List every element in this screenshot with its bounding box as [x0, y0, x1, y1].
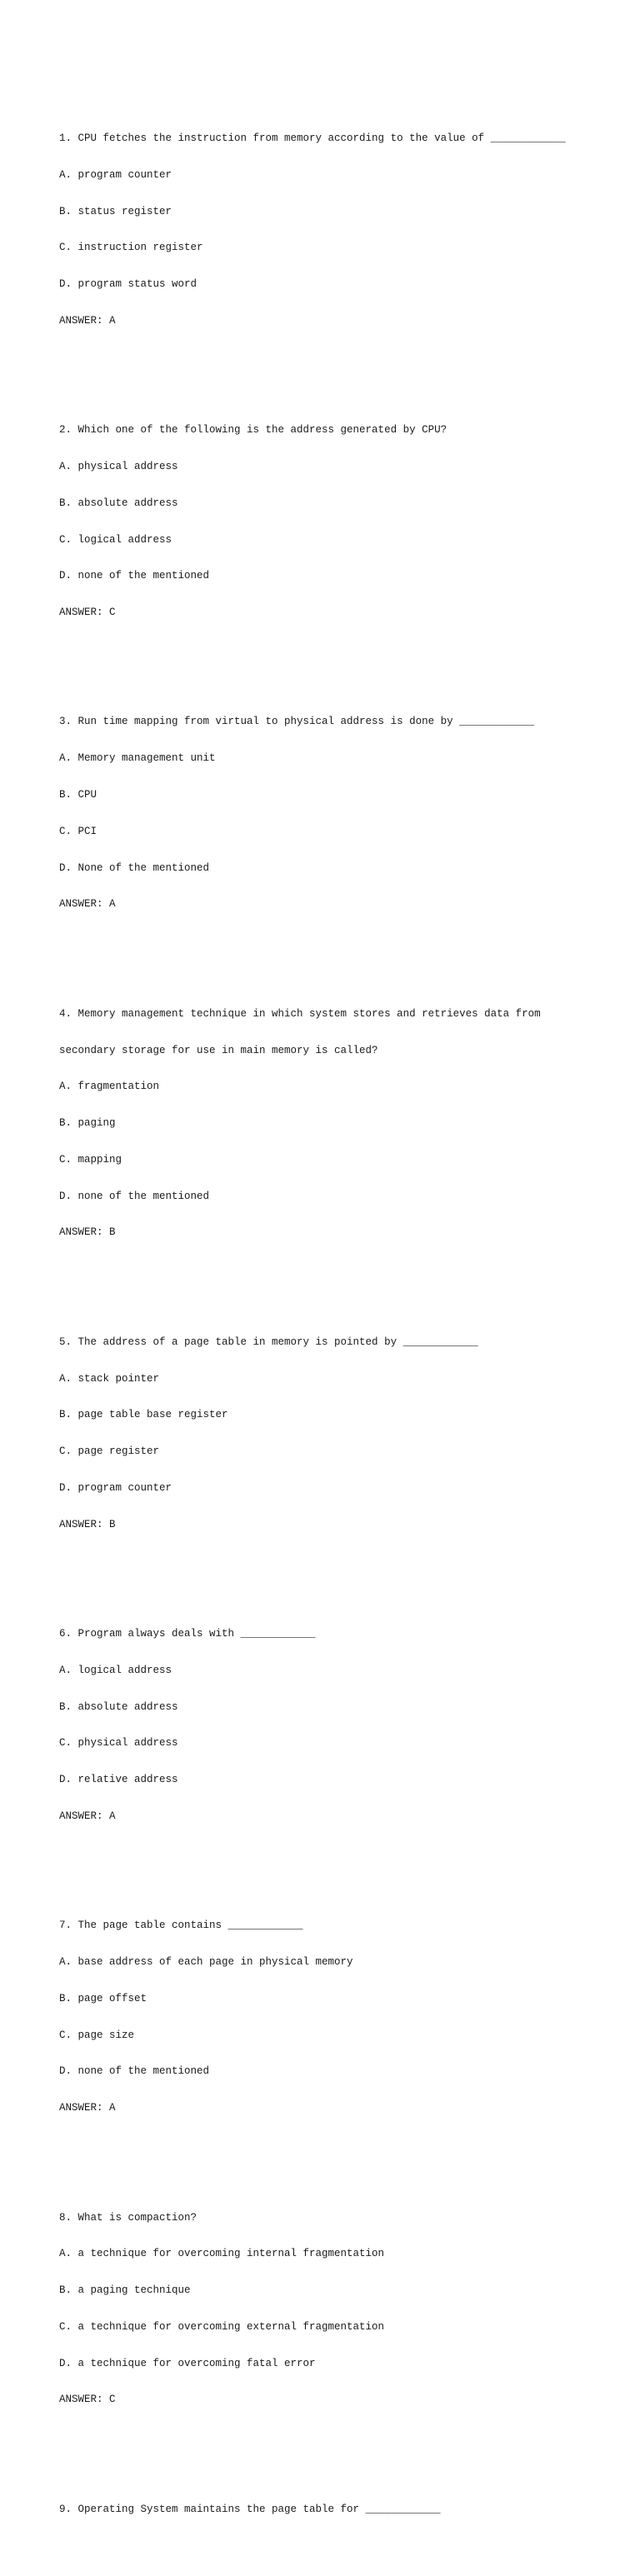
- question-stem: 3. Run time mapping from virtual to physical address is done by ____________: [59, 716, 535, 728]
- question-8: [59, 2187, 634, 2430]
- option-a: A. logical address: [59, 1664, 172, 1676]
- question-5: [59, 1312, 634, 1555]
- answer-line: ANSWER: A: [59, 314, 116, 327]
- answer-line: ANSWER: A: [59, 2102, 116, 2114]
- option-d: D. relative address: [59, 1774, 178, 1786]
- option-a: A. fragmentation: [59, 1081, 160, 1093]
- option-b: B. CPU: [59, 789, 98, 801]
- option-d: D. program status word: [59, 278, 198, 291]
- option-a: A. stack pointer: [59, 1372, 160, 1385]
- question-2: [59, 400, 634, 643]
- option-c: C. a technique for overcoming external fragmentation: [59, 2320, 385, 2333]
- option-b: B. paging: [59, 1117, 116, 1130]
- document-page: [59, 72, 634, 2576]
- question-6: [59, 1604, 634, 1847]
- option-a: A. Memory management unit: [59, 752, 216, 765]
- option-d: D. none of the mentioned: [59, 2065, 210, 2078]
- question-stem: 9. Operating System maintains the page table for ____________: [59, 2503, 441, 2515]
- option-c: C. page size: [59, 2029, 135, 2041]
- option-c: C. PCI: [59, 825, 98, 837]
- question-4: [59, 984, 634, 1264]
- option-c: C. page register: [59, 1445, 160, 1458]
- option-d: D. none of the mentioned: [59, 570, 210, 582]
- option-c: C. mapping: [59, 1153, 122, 1166]
- answer-line: ANSWER: B: [59, 1518, 116, 1530]
- option-a: A. a technique for overcoming internal fragmentation: [59, 2248, 385, 2260]
- option-d: D. program counter: [59, 1481, 172, 1494]
- option-d: D. None of the mentioned: [59, 861, 210, 874]
- question-stem: 5. The address of a page table in memory is pointed by ____________: [59, 1335, 478, 1348]
- option-c: C. logical address: [59, 533, 172, 546]
- question-stem: 7. The page table contains ____________: [59, 1920, 303, 1932]
- question-stem: 1. CPU fetches the instruction from memory according to the value of ____________: [59, 132, 566, 144]
- question-stem: 4. Memory management technique in which system stores and retrieves data from: [59, 1007, 541, 1020]
- option-b: B. status register: [59, 205, 172, 217]
- answer-line: ANSWER: A: [59, 898, 116, 911]
- option-c: C. instruction register: [59, 242, 203, 254]
- question-stem-continued: secondary storage for use in main memory is called?: [59, 1044, 378, 1056]
- option-b: B. page offset: [59, 1992, 148, 2004]
- option-b: B. a paging technique: [59, 2284, 191, 2297]
- question-9: [59, 2479, 634, 2540]
- option-d: D. a technique for overcoming fatal error: [59, 2357, 316, 2369]
- option-c: C. physical address: [59, 1737, 178, 1750]
- option-a: A. program counter: [59, 168, 172, 181]
- option-b: B. absolute address: [59, 1700, 178, 1713]
- option-a: A. base address of each page in physical memory: [59, 1956, 353, 1969]
- question-stem: 8. What is compaction?: [59, 2211, 198, 2224]
- option-a: A. physical address: [59, 461, 178, 472]
- question-7: [59, 1895, 634, 2139]
- answer-line: ANSWER: A: [59, 1810, 116, 1822]
- question-stem: 6. Program always deals with ____________: [59, 1628, 316, 1640]
- option-d: D. none of the mentioned: [59, 1190, 210, 1202]
- answer-line: ANSWER: B: [59, 1226, 116, 1239]
- answer-line: ANSWER: C: [59, 2394, 116, 2406]
- option-b: B. page table base register: [59, 1409, 228, 1421]
- question-stem: 2. Which one of the following is the address generated by CPU?: [59, 424, 448, 437]
- answer-line: ANSWER: C: [59, 607, 116, 619]
- option-b: B. absolute address: [59, 497, 178, 509]
- question-1: [59, 108, 634, 352]
- question-3: [59, 691, 634, 935]
